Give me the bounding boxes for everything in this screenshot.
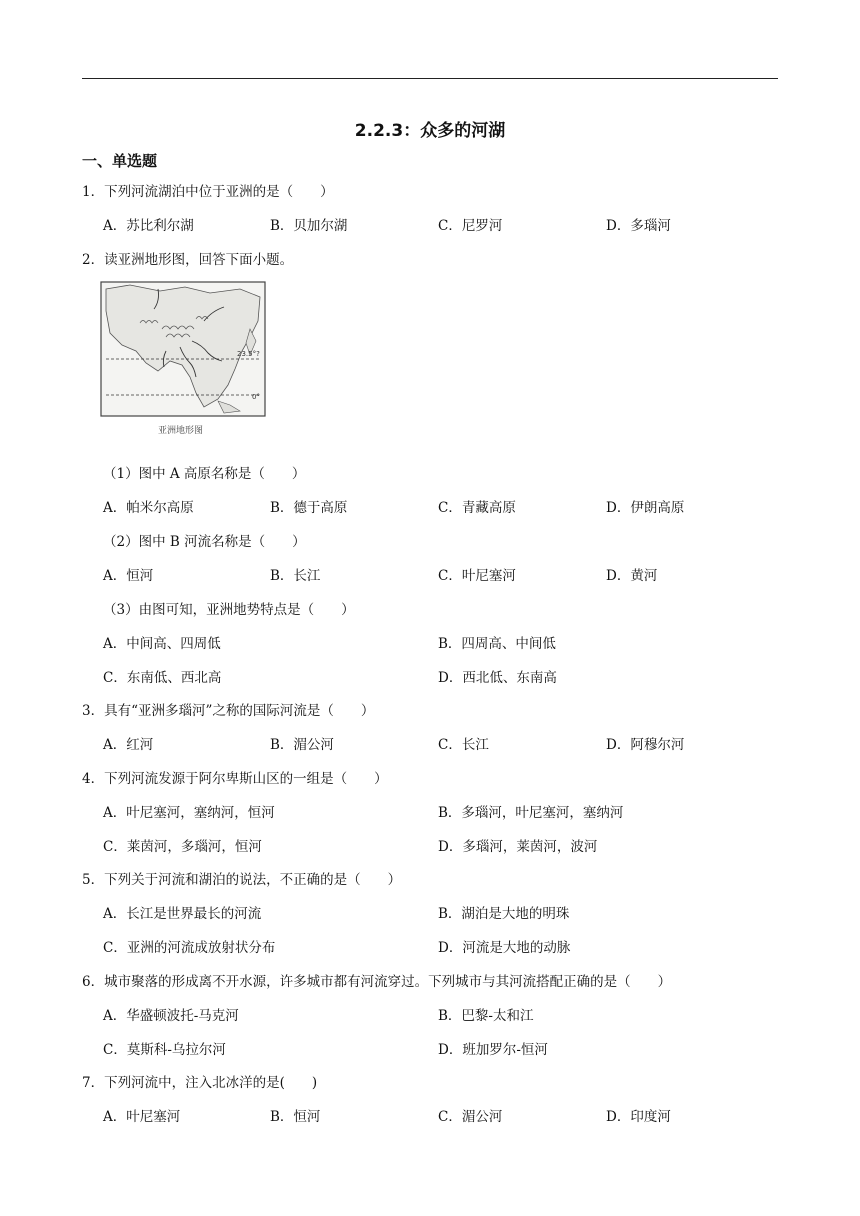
- section-heading: 一、单选题: [82, 152, 158, 170]
- q1-option-a: A．苏比利尔湖: [103, 218, 194, 234]
- q7-option-b: B．恒河: [270, 1109, 321, 1125]
- q5-option-d: D．河流是大地的动脉: [438, 940, 571, 956]
- map-lat-label-1: 23.5°?: [237, 350, 260, 358]
- question-2-3-stem: （3）由图可知，亚洲地势特点是（ ）: [103, 602, 355, 618]
- q2-2-option-c: C．叶尼塞河: [438, 568, 516, 584]
- question-2-2-stem: （2）图中 B 河流名称是（ ）: [103, 534, 306, 550]
- q1-option-b: B．贝加尔湖: [270, 218, 348, 234]
- q4-option-c: C．莱茵河，多瑙河，恒河: [103, 839, 262, 855]
- q1-option-c: C．尼罗河: [438, 218, 503, 234]
- q3-option-b: B．湄公河: [270, 737, 334, 753]
- q6-option-c: C．莫斯科-乌拉尔河: [103, 1042, 226, 1058]
- question-5-stem: 5．下列关于河流和湖泊的说法，不正确的是（ ）: [82, 872, 402, 888]
- question-7-stem: 7．下列河流中，注入北冰洋的是( ): [82, 1075, 318, 1091]
- question-4-stem: 4．下列河流发源于阿尔卑斯山区的一组是（ ）: [82, 771, 388, 787]
- q2-1-option-b: B．德于高原: [270, 500, 348, 516]
- q5-option-a: A．长江是世界最长的河流: [103, 906, 262, 922]
- q2-1-option-c: C．青藏高原: [438, 500, 516, 516]
- map-lat-label-2: 0°: [252, 393, 260, 401]
- q2-3-option-a: A．中间高、四周低: [103, 636, 221, 652]
- question-2-stem: 2．读亚洲地形图，回答下面小题。: [82, 252, 294, 268]
- q5-option-c: C．亚洲的河流成放射状分布: [103, 940, 276, 956]
- question-2-1-stem: （1）图中 A 高原名称是（ ）: [103, 466, 306, 482]
- q2-3-option-b: B．四周高、中间低: [438, 636, 556, 652]
- q4-option-d: D．多瑙河，莱茵河，波河: [438, 839, 598, 855]
- q2-2-option-d: D．黄河: [606, 568, 658, 584]
- map-caption: 亚洲地形图: [158, 426, 204, 436]
- q6-option-d: D．班加罗尔-恒河: [438, 1042, 548, 1058]
- question-6-stem: 6．城市聚落的形成离不开水源，许多城市都有河流穿过。下列城市与其河流搭配正确的是（ ）: [82, 974, 672, 990]
- q1-option-d: D．多瑙河: [606, 218, 671, 234]
- q4-option-b: B．多瑙河，叶尼塞河，塞纳河: [438, 805, 624, 821]
- q6-option-b: B．巴黎-太和江: [438, 1008, 534, 1024]
- header-rule: [82, 78, 778, 79]
- question-3-stem: 3．具有“亚洲多瑙河”之称的国际河流是（ ）: [82, 703, 375, 719]
- q2-3-option-c: C．东南低、西北高: [103, 670, 222, 686]
- q7-option-c: C．湄公河: [438, 1109, 503, 1125]
- q2-1-option-a: A．帕米尔高原: [103, 500, 194, 516]
- question-1-stem: 1．下列河流湖泊中位于亚洲的是（ ）: [82, 184, 334, 200]
- q4-option-a: A．叶尼塞河，塞纳河，恒河: [103, 805, 275, 821]
- q7-option-d: D．印度河: [606, 1109, 671, 1125]
- page-title: 2.2.3：众多的河湖: [354, 121, 506, 141]
- q2-2-option-b: B．长江: [270, 568, 321, 584]
- q2-1-option-d: D．伊朗高原: [606, 500, 685, 516]
- q5-option-b: B．湖泊是大地的明珠: [438, 906, 570, 922]
- q3-option-a: A．红河: [103, 737, 154, 753]
- q6-option-a: A．华盛顿波托-马克河: [103, 1008, 239, 1024]
- q3-option-d: D．阿穆尔河: [606, 737, 685, 753]
- q2-3-option-d: D．西北低、东南高: [438, 670, 557, 686]
- q2-2-option-a: A．恒河: [103, 568, 154, 584]
- q3-option-c: C．长江: [438, 737, 489, 753]
- q7-option-a: A．叶尼塞河: [103, 1109, 181, 1125]
- asia-terrain-map: [100, 281, 270, 441]
